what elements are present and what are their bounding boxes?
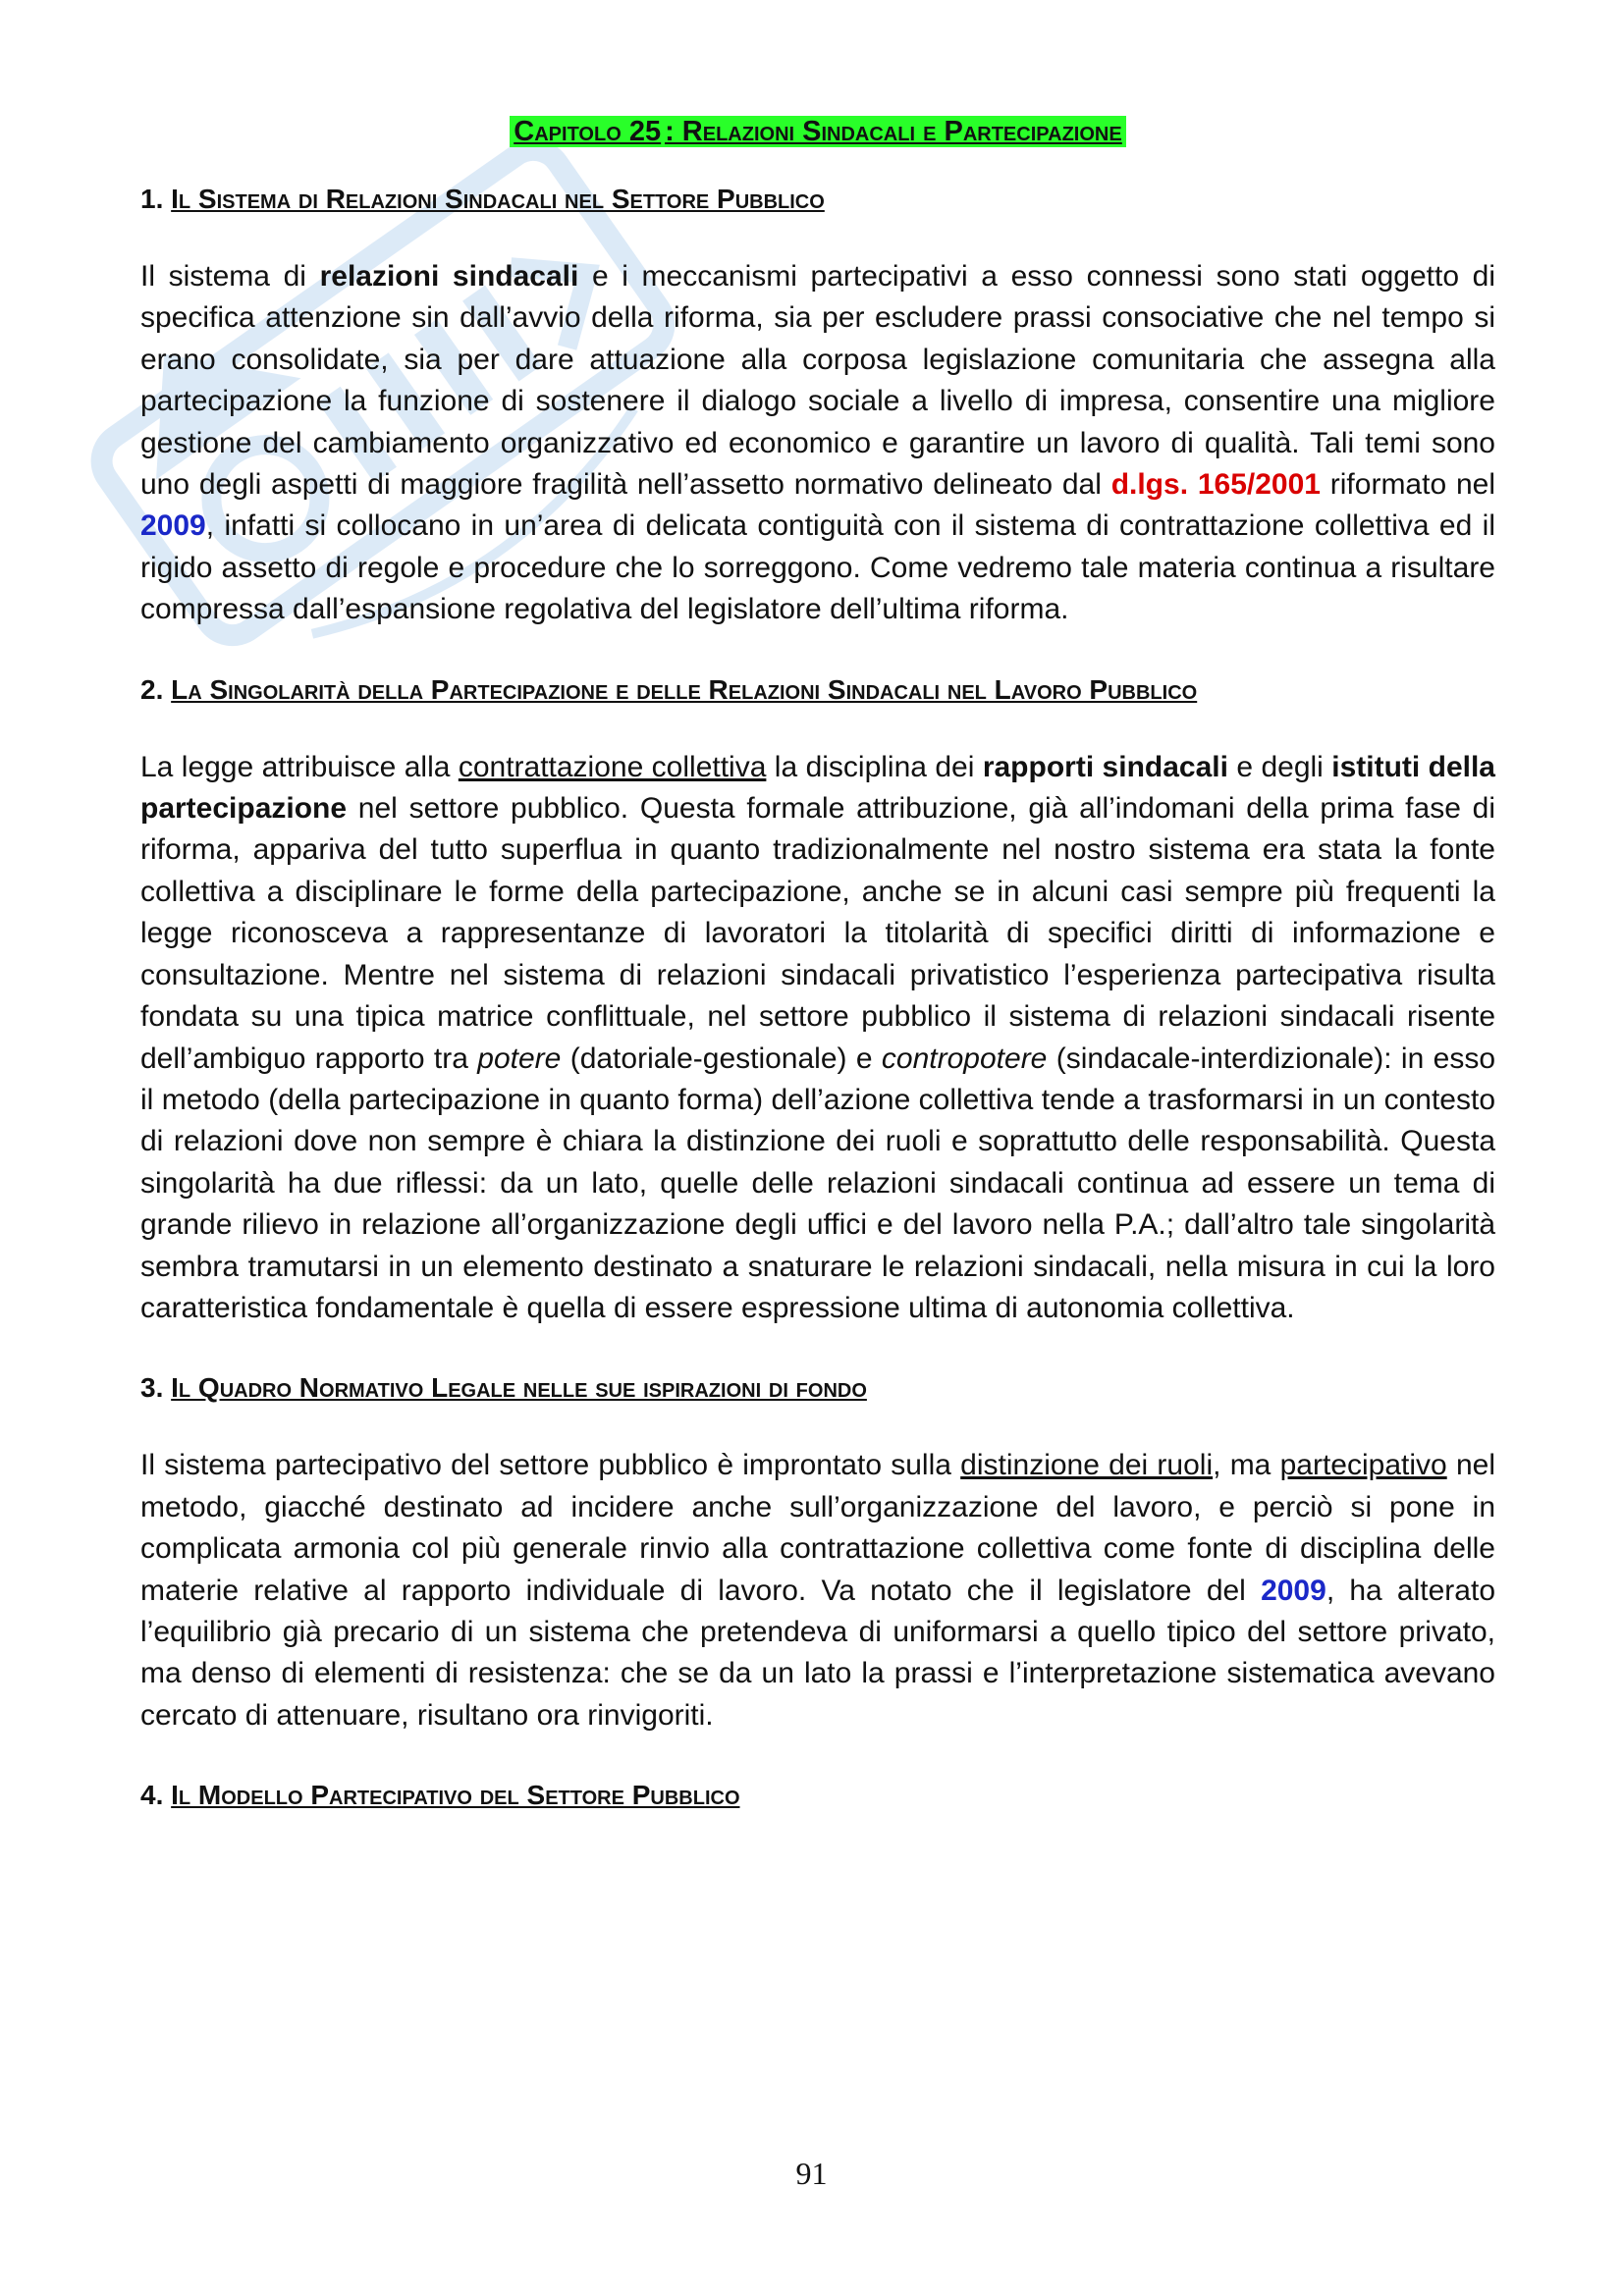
page-number: 91 (795, 2156, 828, 2191)
section-heading-3: 3. Il Quadro Normativo Legale nelle sue ispirazioni di fondo (140, 1372, 867, 1404)
paragraph-3: Il sistema partecipativo del settore pubblico è improntato sulla distinzione dei ruoli, ma partecipativo nel metodo, giacché destinato ad incidere anche sull’organizzazione del lavoro, e perciò si pone in complicata armonia col più generale rinvio alla contrattazione collettiva come fonte di disciplina delle materie relative al rapporto individuale di lavoro. Va notato che il legislatore del 2009, ha alterato l’equilibrio già precario di un sistema che pretendeva di uniformarsi a quello tipico del settore privato, ma denso di elementi di resistenza: che se da un lato la prassi e l’interpretazione sistematica avevano cercato di attenuare, risultano ora rinvigoriti. (140, 1449, 1495, 1732)
chapter-label: Capitolo 25 (514, 116, 662, 147)
chapter-name: : Relazioni Sindacali e Partecipazione (665, 116, 1122, 147)
page-content (140, 116, 1495, 1815)
chapter-title (140, 116, 1495, 148)
year-reference: 2009 (1261, 1574, 1326, 1607)
paragraph-1: Il sistema di relazioni sindacali e i meccanismi partecipativi a esso connessi sono stati oggetto di specifica attenzione sin dall’avvio della riforma, sia per escludere prassi consociative che nel tempo si erano consolidate, sia per dare attuazione alla corposa legislazione comunitaria che assegna alla partecipazione la funzione di sostenere il dialogo sociale a livello di impresa, consentire una migliore gestione del cambiamento organizzativo ed economico e garantire un lavoro di qualità. Tali temi sono uno degli aspetti di maggiore fragilità nell’assetto normativo delineato dal d.lgs. 165/2001 riformato nel 2009, infatti si collocano in un’area di delicata contiguità con il sistema di contrattazione collettiva ed il rigido assetto di regole e procedure che lo sorreggono. Come vedremo tale materia continua a risultare compressa dall’espansione regolativa del legislatore dell’ultima riforma. (140, 260, 1495, 626)
law-reference: d.lgs. 165/2001 (1110, 468, 1321, 502)
year-reference: 2009 (140, 509, 206, 543)
paragraph-2: La legge attribuisce alla contrattazione collettiva la disciplina dei rapporti sindacali e degli istituti della partecipazione nel settore pubblico. Questa formale attribuzione, già all’indomani della prima fase di riforma, appariva del tutto superflua in quanto tradizionalmente nel nostro sistema era stata la fonte collettiva a disciplinare le forme della partecipazione, anche se in alcuni casi sempre più frequenti la legge riconosceva a rappresentanze di lavoratori la titolarità di specifici diritti di informazione e consultazione. Mentre nel sistema di relazioni sindacali privatistico l’esperienza partecipativa risulta fondata su una tipica matrice conflittuale, nel settore pubblico il sistema di relazioni sindacali risente dell’ambiguo rapporto tra potere (datoriale-gestionale) e contropotere (sindacale-interdizionale): in esso il metodo (della partecipazione in quanto forma) dell’azione collettiva tende a trasformarsi in un contesto di relazioni dove non sempre è chiara la distinzione dei ruoli e soprattutto delle responsabilità. Questa singolarità ha due riflessi: da un lato, quelle delle relazioni sindacali continua ad essere un tema di grande rilievo in relazione all’organizzazione degli uffici e del lavoro nella P.A.; dall’altro tale singolarità sembra tramutarsi in un elemento destinato a snaturare le relazioni sindacali, nella misura in cui la loro caratteristica fondamentale è quella di essere espressione ultima di autonomia collettiva. (140, 750, 1495, 1324)
section-heading-1: 1. Il Sistema di Relazioni Sindacali nel Settore Pubblico (140, 184, 825, 214)
section-heading-4: 4. Il Modello Partecipativo del Settore Pubblico (140, 1780, 740, 1811)
section-heading-2: 2. La Singolarità della Partecipazione e delle Relazioni Sindacali nel Lavoro Pubblico (140, 673, 1198, 705)
